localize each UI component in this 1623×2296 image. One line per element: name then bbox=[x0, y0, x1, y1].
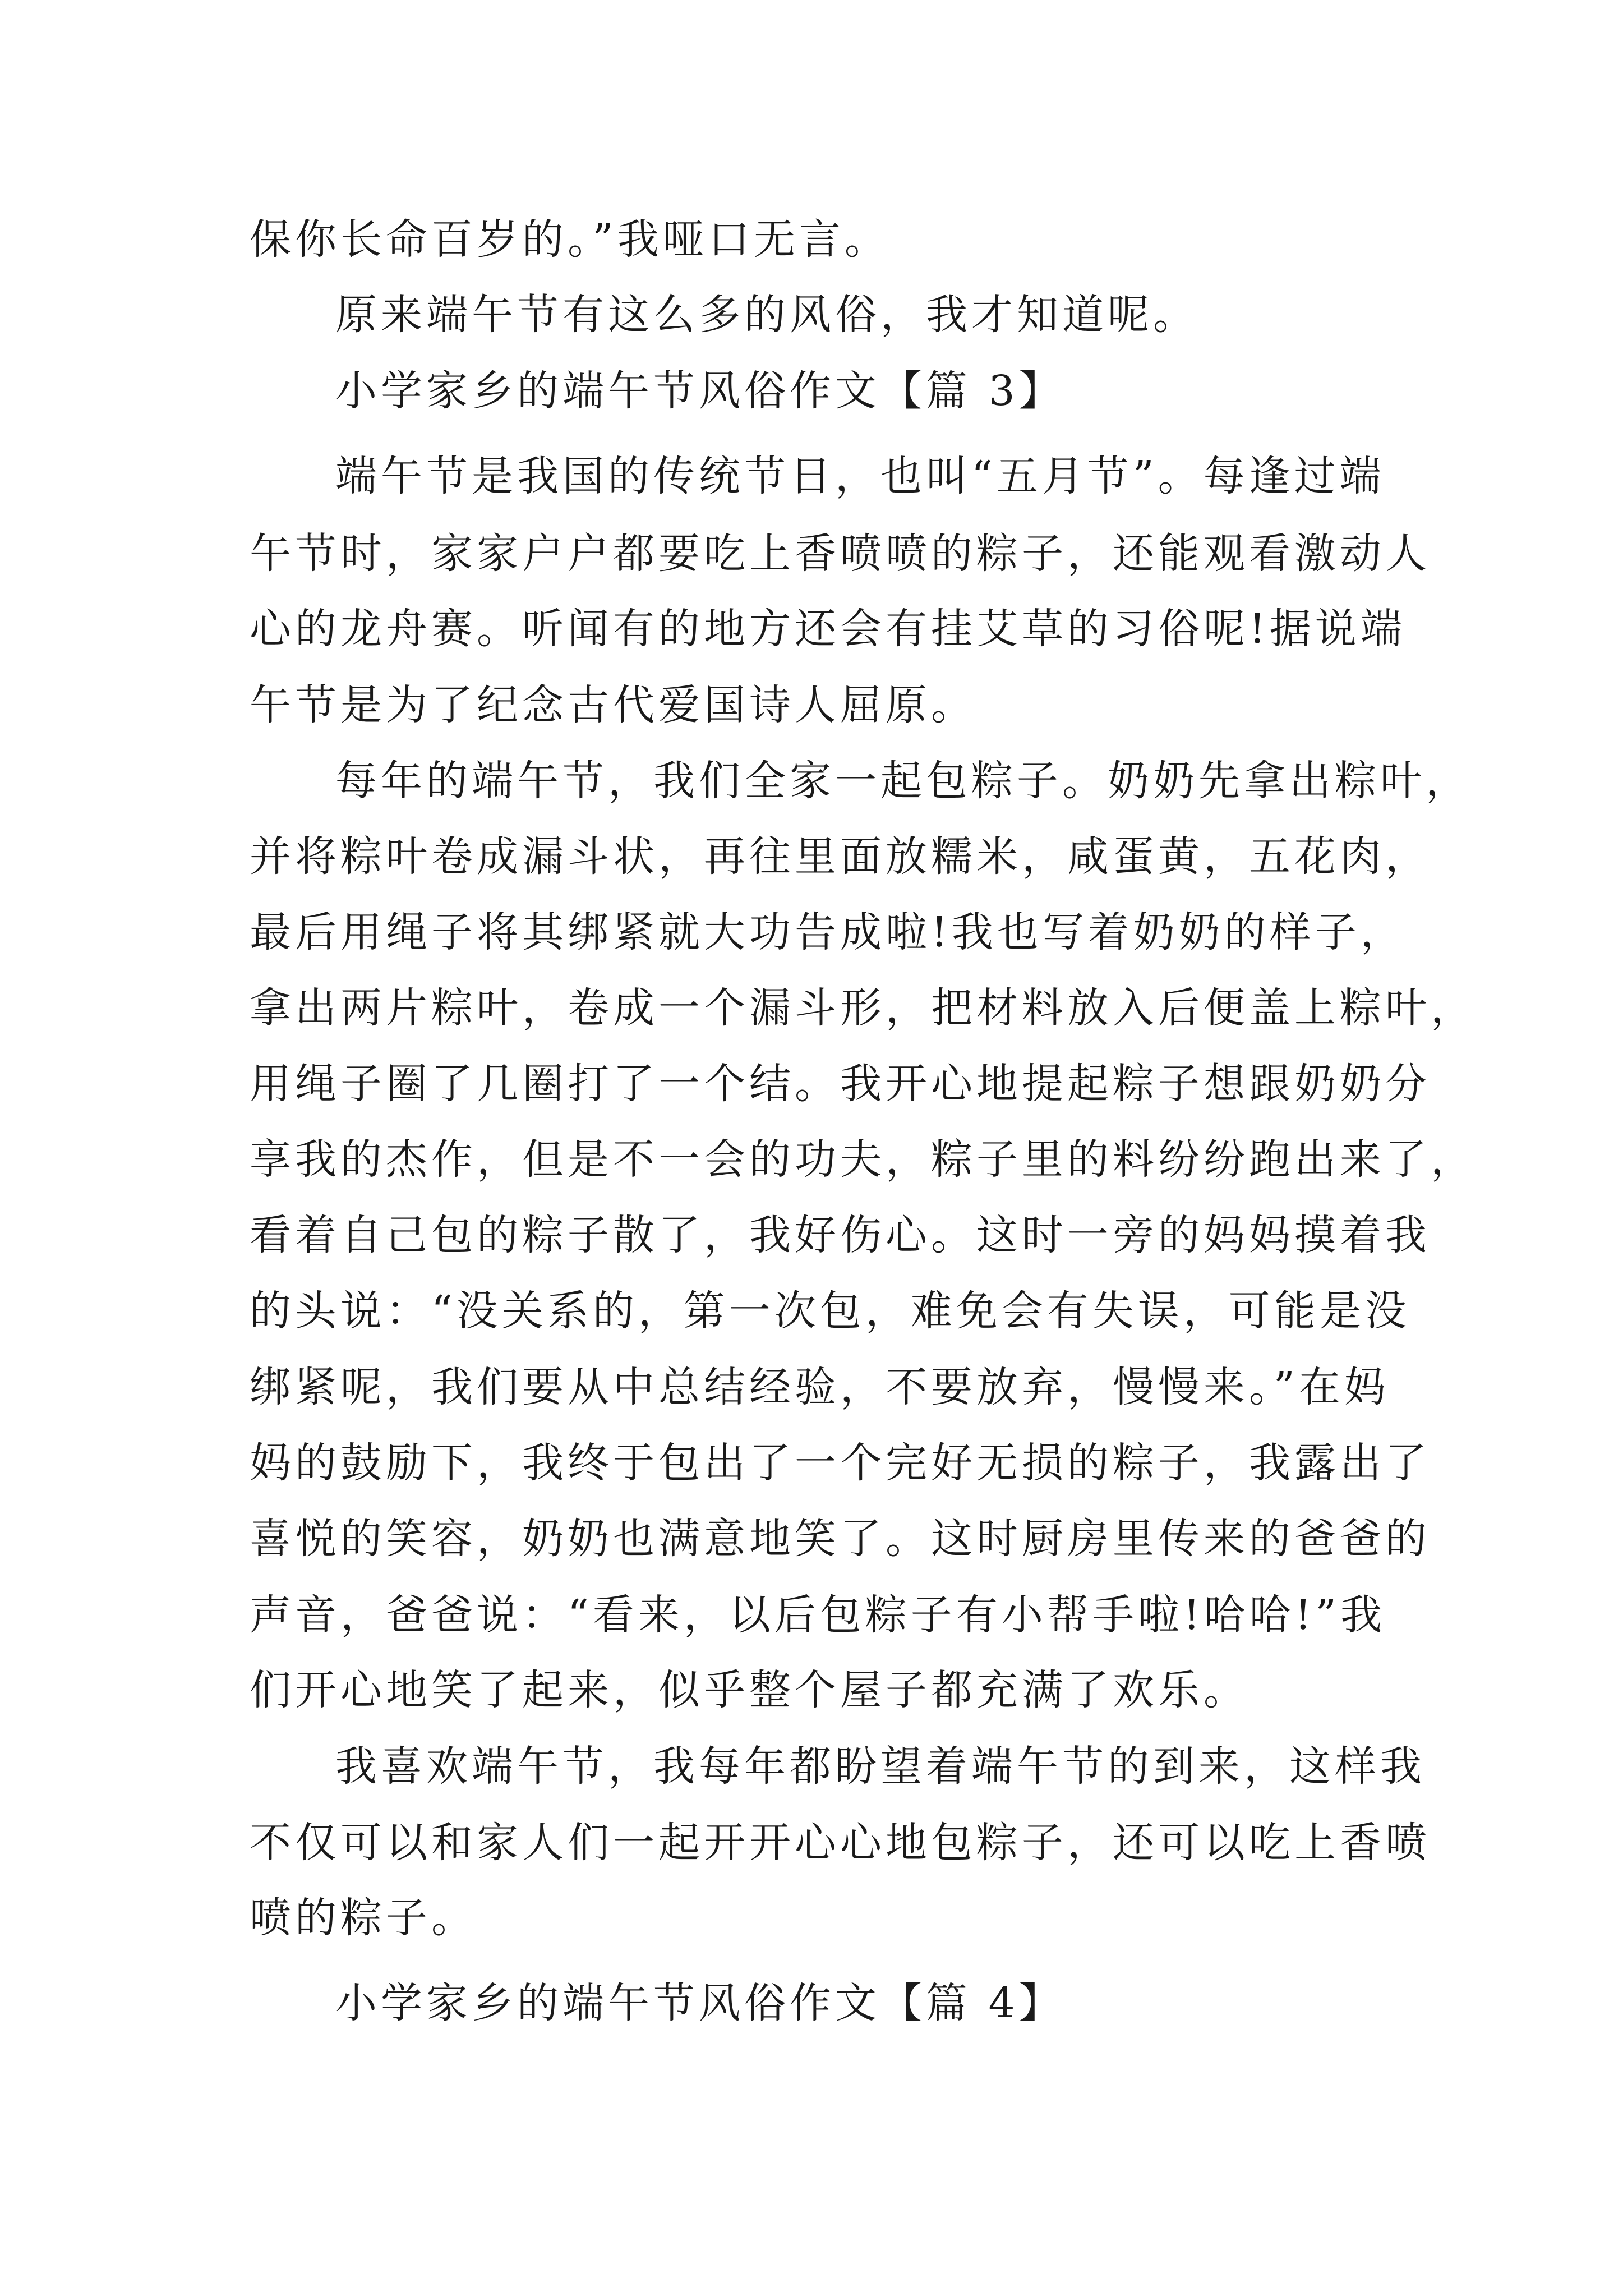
text-line: 用绳子圈了几圈打了一个结。我开心地提起粽子想跟奶奶分 bbox=[250, 1060, 1431, 1108]
text-line: 午节时，家家户户都要吃上香喷喷的粽子，还能观看激动人 bbox=[250, 530, 1431, 578]
text-line: 不仅可以和家人们一起开开心心地包粽子，还可以吃上香喷 bbox=[250, 1819, 1431, 1867]
text-line: 喜悦的笑容，奶奶也满意地笑了。这时厨房里传来的爸爸的 bbox=[250, 1515, 1431, 1563]
text-line: 享我的杰作，但是不一会的功夫，粽子里的料纷纷跑出来了， bbox=[250, 1135, 1476, 1184]
text-line: 并将粽叶卷成漏斗状，再往里面放糯米，咸蛋黄，五花肉， bbox=[250, 832, 1431, 881]
text-line: 每年的端午节，我们全家一起包粽子。奶奶先拿出粽叶， bbox=[335, 757, 1471, 805]
text-line: 绑紧呢，我们要从中总结经验，不要放弃，慢慢来。”在妈 bbox=[250, 1363, 1390, 1411]
text-line: 看着自己包的粽子散了，我好伤心。这时一旁的妈妈摸着我 bbox=[250, 1211, 1431, 1259]
text-line: 最后用绳子将其绑紧就大功告成啦!我也写着奶奶的样子， bbox=[250, 908, 1406, 956]
text-line: 心的龙舟赛。听闻有的地方还会有挂艾草的习俗呢!据说端 bbox=[250, 605, 1406, 653]
text-line: 妈的鼓励下，我终于包出了一个完好无损的粽子，我露出了 bbox=[250, 1439, 1431, 1487]
text-line: 声音，爸爸说：“看来，以后包粽子有小帮手啦!哈哈!”我 bbox=[250, 1591, 1386, 1639]
text-line: 的头说：“没关系的，第一次包，难免会有失误，可能是没 bbox=[250, 1287, 1410, 1335]
text-line: 拿出两片粽叶，卷成一个漏斗形，把材料放入后便盖上粽叶， bbox=[250, 984, 1476, 1032]
text-line: 午节是为了纪念古代爱国诗人屈原。 bbox=[250, 681, 976, 729]
text-line: 我喜欢端午节，我每年都盼望着端午节的到来，这样我 bbox=[335, 1742, 1426, 1791]
text-line: 喷的粽子。 bbox=[250, 1894, 477, 1942]
text-line: 原来端午节有这么多的风俗，我才知道呢。 bbox=[335, 291, 1198, 339]
text-line: 保你长命百岁的。”我哑口无言。 bbox=[250, 215, 890, 264]
section-heading: 小学家乡的端午节风俗作文【篇 4】 bbox=[335, 1979, 1064, 2027]
text-line: 端午节是我国的传统节日，也叫“五月节”。每逢过端 bbox=[335, 452, 1385, 500]
section-heading: 小学家乡的端午节风俗作文【篇 3】 bbox=[335, 367, 1064, 415]
text-line: 们开心地笑了起来，似乎整个屋子都充满了欢乐。 bbox=[250, 1666, 1249, 1714]
